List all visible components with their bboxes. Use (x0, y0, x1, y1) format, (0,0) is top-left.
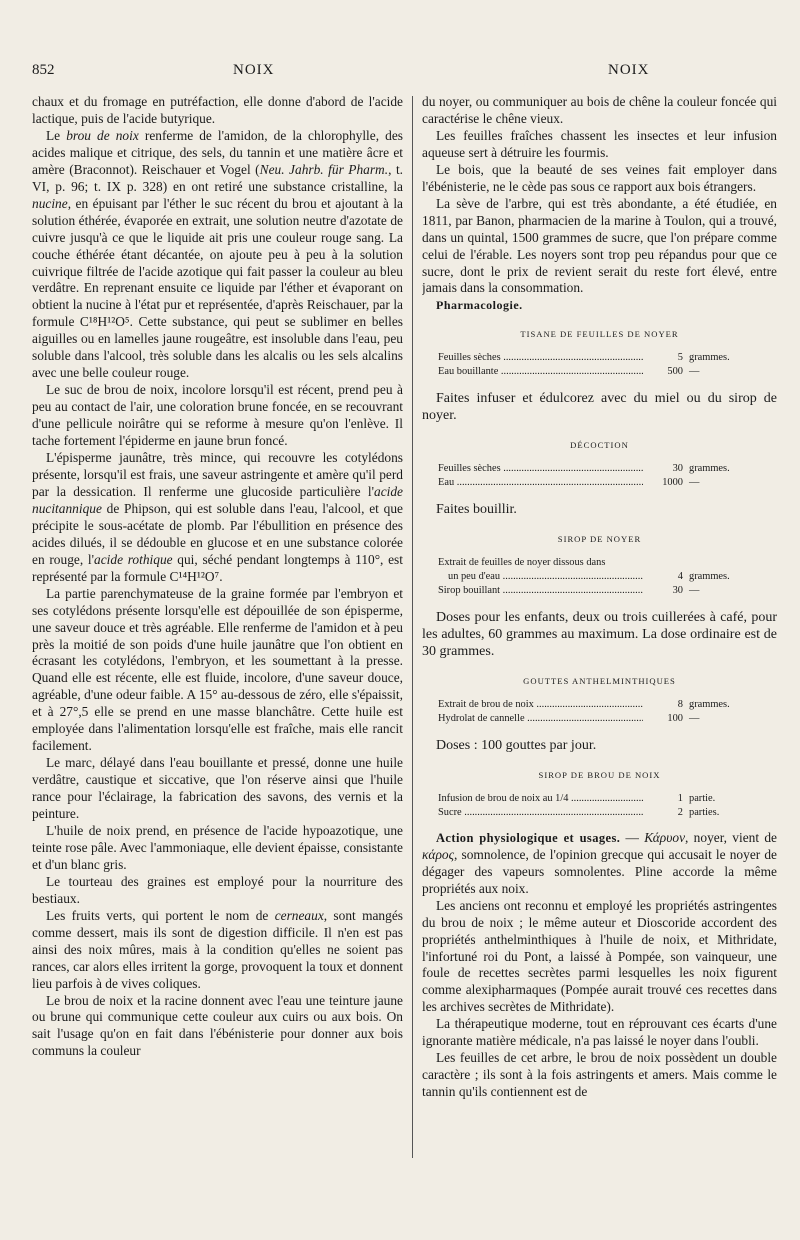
recipe-list (438, 556, 777, 598)
recipe-list (438, 351, 777, 379)
running-head-left: NOIX (233, 62, 275, 78)
paragraph: Les anciens ont reconnu et employé les propriétés astringentes du brou de noix ; le même auteur et Dioscoride accordent des propriétés anthelminthiques à l'huile de noix, et Mithridate, l'infortuné roi du Pont, a laissé à Pompée, son vainqueur, une foule de recettes secrètes parmi lesquelles les noix figurent comme alexipharmaques (Pompée aurait trouvé ces recettes dans les archives secrètes de Mithridate). (422, 897, 777, 1015)
recipe-row: Eau ..... 1000 — (438, 476, 777, 490)
running-head-right: NOIX (608, 62, 650, 78)
paragraph: du noyer, ou communiquer au bois de chêne la couleur foncée qui caractérise le chêne vieux. (422, 94, 777, 126)
recipe-instruction: Doses pour les enfants, deux ou trois cuillerées à café, pour les adultes, 60 grammes au maximum. La dose ordinaire est de 30 grammes. (422, 610, 777, 660)
paragraph: chaux et du fromage en putréfaction, elle donne d'abord de l'acide lactique, puis de l'acide butyrique. (32, 94, 403, 126)
recipe-row: Sucre ..... 2 parties. (438, 806, 777, 820)
recipe-row: Infusion de brou de noix au 1/4 ..... 1 partie. (438, 792, 777, 806)
page-header (28, 62, 772, 84)
paragraph: Le marc, délayé dans l'eau bouillante et pressé, donne une huile verdâtre, caustique et siccative, que l'on réserve ainsi que l'huile rance pour l'éclairage, la fabrication des savons, des vernis et la peinture. (32, 755, 403, 822)
recipe-list (438, 462, 777, 490)
right-column (422, 94, 777, 1174)
paragraph: Le suc de brou de noix, incolore lorsqu'il est récent, prend peu à peu au contact de l'air, une coloration brune foncée, en se recouvrant d'une pellicule noirâtre qui se reforme à mesure qu'on l'enlève. Il tache fortement l'épiderme en jaune brun foncé. (32, 382, 403, 449)
recipe-instruction: Doses : 100 gouttes par jour. (436, 737, 597, 753)
recipe-row: Eau bouillante ..... 500 — (438, 365, 777, 379)
paragraph: Le brou de noix renferme de l'amidon, de la chlorophylle, des acides malique et citrique, des sels, du tannin et une matière âcre et amère (Braconnot). Reischauer et Vogel (Neu. Jahrb. für Pharm., t. VI, p. 96; t. IX p. 328) en ont retiré une substance cristalline, la nucine, en épuisant par l'éther le suc récent du brou et ajoutant à la solution éthérée, évaporée en extrait, une solution neutre d'azotate de cuivre jusqu'à ce que le liquide ait pris une couleur rouge sang. La couche éthérée étant décantée, on ajoute peu à peu à la solution cuivrique filtrée de l'acide azotique qui fait passer la couleur au bleu verdâtre. En reprenant ensuite ce liquide par l'éther et évaporant on obtient la nucine à l'état pur et représentée, d'après Reischauer, par la formule C¹⁸H¹²O⁵. Cette substance, qui peut se sublimer en belles aiguilles ou en lamelles jaune rougeâtre, est insoluble dans l'eau, peu soluble dans l'alcool, très soluble dans les alcalis ou les sels alcalins avec une belle couleur rouge. (32, 127, 403, 381)
recipe-row: Extrait de brou de noix ..... 8 grammes. (438, 698, 777, 712)
paragraph: Le tourteau des graines est employé pour la nourriture des bestiaux. (32, 873, 403, 906)
paragraph: Le bois, que la beauté de ses veines fait employer dans l'ébénisterie, ne le cède pas sous ce rapport aux bois étrangers. (422, 161, 777, 194)
left-column (32, 94, 403, 1174)
recipe-row: Feuilles sèches ..... 5 grammes. (438, 351, 777, 365)
recipe-title: GOUTTES ANTHELMINTHIQUES (523, 675, 676, 686)
recipe-row: Sirop bouillant ..... 30 — (438, 584, 777, 598)
column-divider (412, 96, 413, 1158)
paragraph: Le brou de noix et la racine donnent avec l'eau une teinture jaune ou brune qui communique cette couleur aux cuirs ou aux bois. On sait l'usage qu'on en fait dans l'ébénisterie pour donner aux bois communs la couleur (32, 992, 403, 1059)
recipe-title: SIROP DE BROU DE NOIX (538, 769, 661, 780)
paragraph: La sève de l'arbre, qui est très abondante, a été étudiée, en 1811, par Banon, pharmacien de la marine à Toulon, qui a trouvé, dans un quintal, 1500 grammes de sucre, que l'on prépare comme celui de l'érable. Les noyers sont trop peu répandus pour que ce sucre, dont le prix de revient serait du reste fort élevé, entre jamais dans la consommation. (422, 195, 777, 296)
recipe-title: TISANE DE FEUILLES DE NOYER (520, 329, 679, 340)
recipe-list (438, 792, 777, 820)
recipe-title: DÉCOCTION (570, 440, 629, 451)
section-heading: Pharmacologie. (436, 298, 523, 313)
recipe-instruction: Faites bouillir. (436, 502, 517, 518)
page-number: 852 (32, 62, 55, 78)
recipe-row: un peu d'eau ..... 4 grammes. (438, 570, 777, 584)
paragraph: La thérapeutique moderne, tout en réprouvant ces écarts d'une ignorante matière médicale, n'a pas laissé le noyer dans l'oubli. (422, 1016, 777, 1049)
paragraph: Les fruits verts, qui portent le nom de cerneaux, sont mangés comme dessert, mais ils sont de digestion difficile. Il n'en est pas ainsi des noix mûres, mais à la condition qu'elles ne soient pas rances, car alors elles irritent la gorge, provoquent la toux et donnent lieu parfois à de vives coliques. (32, 907, 403, 991)
recipe-row: Hydrolat de cannelle ..... 100 — (438, 712, 777, 726)
recipe-row-line: Extrait de feuilles de noyer dissous dans (438, 557, 606, 569)
recipe-row: Feuilles sèches ..... 30 grammes. (438, 462, 777, 476)
recipe-title: SIROP DE NOYER (557, 534, 642, 545)
paragraph: Les feuilles de cet arbre, le brou de noix possèdent un double caractère ; ils sont à la fois astringents et amers. Mais comme le tannin qu'ils contiennent est de (422, 1050, 777, 1100)
paragraph: Les feuilles fraîches chassent les insectes et leur infusion aqueuse sert à détruire les fourmis. (422, 127, 777, 160)
paragraph: L'huile de noix prend, en présence de l'acide hypoazotique, une teinte rose pâle. Avec l'ammoniaque, elle devient épaisse, consistante et d'un blanc gris. (32, 822, 403, 872)
recipe-list (438, 698, 777, 726)
paragraph: L'épisperme jaunâtre, très mince, qui recouvre les cotylédons présente, lorsqu'il est frais, une saveur astringente et amère qu'il perd par la dessication. Il renferme une glucoside particulière l'acide nucitannique de Phipson, qui est soluble dans l'eau, l'alcool, et que précipite le sous-acétate de plomb. Par l'ébullition en présence des acides dilués, il se dédouble en glucose et en une substance colorée en rouge, l'acide rothique qui, séché pendant longtemps à 110°, est représenté par la formule C¹⁴H¹²O⁷. (32, 450, 403, 584)
paragraph: Action physiologique et usages. — Κάρυον, noyer, vient de κάρος, somnolence, de l'opinion grecque qui accusait le noyer de dégager des vapeurs somnolentes. Pline accorde la même propriétés aux noix. (422, 829, 777, 896)
recipe-instruction: Faites infuser et édulcorez avec du miel ou du sirop de noyer. (422, 391, 777, 424)
paragraph: La partie parenchymateuse de la graine formée par l'embryon et ses cotylédons présente lorsqu'elle est dépouillée de son épisperme, une saveur douce et très agréable. Elle renferme de l'amidon et à peu près la moitié de son poids d'une huile jaunâtre que l'on obtient en écrasant les cotylédons, l'embryon, et les soumettant à la presse. Quand elle est récente, elle est fluide, incolore, d'une saveur douce, agréable, d'une odeur faible. A 15° au-dessous de zéro, elle s'épaissit, et à 27°,5 elle se prend en une masse blanchâtre. Cette huile est employée dans l'alimentation lorsqu'elle est fraîche, mais elle rancit facilement. (32, 585, 403, 754)
